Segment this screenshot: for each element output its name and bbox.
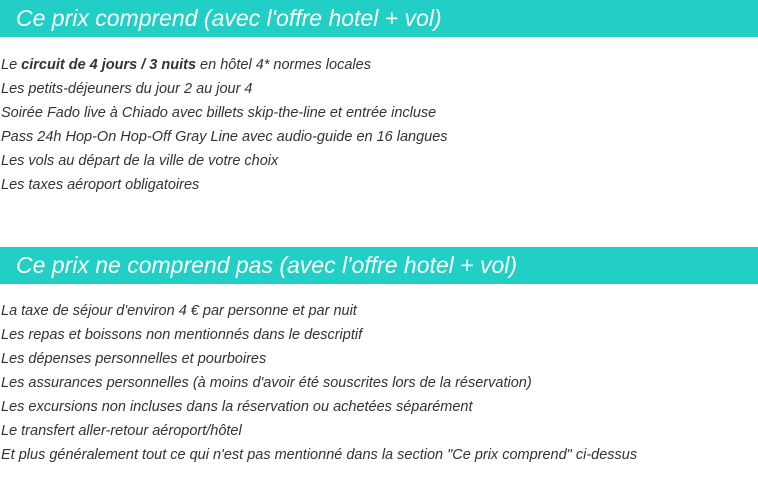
list-item: Les taxes aéroport obligatoires	[1, 177, 200, 193]
list-item: Le transfert aller-retour aéroport/hôtel	[1, 423, 242, 439]
list-item: Soirée Fado live à Chiado avec billets skip-the-line et entrée incluse	[1, 105, 437, 121]
list-item: Les excursions non incluses dans la réservation ou achetées séparément	[1, 399, 473, 415]
list-item: Et plus généralement tout ce qui n'est pas mentionné dans la section "Ce prix comprend" ci-dessus	[1, 447, 638, 463]
list-item: Les assurances personnelles (à moins d'avoir été souscrites lors de la réservation)	[1, 375, 532, 391]
item-suffix: en hôtel 4* normes locales	[196, 57, 371, 73]
included-list	[0, 37, 758, 247]
list-item: Pass 24h Hop-On Hop-Off Gray Line avec audio-guide en 16 langues	[1, 129, 448, 145]
list-item: Les vols au départ de la ville de votre choix	[1, 153, 279, 169]
list-item: La taxe de séjour d'environ 4 € par personne et par nuit	[1, 303, 357, 319]
excluded-section-title: Ce prix ne comprend pas (avec l'offre hotel + vol)	[0, 247, 758, 284]
excluded-list	[0, 284, 758, 467]
item-bold-text: circuit de 4 jours / 3 nuits	[21, 57, 197, 73]
list-item: Les repas et boissons non mentionnés dans le descriptif	[1, 327, 363, 343]
included-section-title: Ce prix comprend (avec l'offre hotel + vol)	[0, 0, 758, 37]
list-item	[0, 53, 758, 77]
item-prefix: Le	[1, 57, 22, 73]
list-item: Les petits-déjeuners du jour 2 au jour 4	[1, 81, 253, 97]
list-item: Les dépenses personnelles et pourboires	[1, 351, 267, 367]
